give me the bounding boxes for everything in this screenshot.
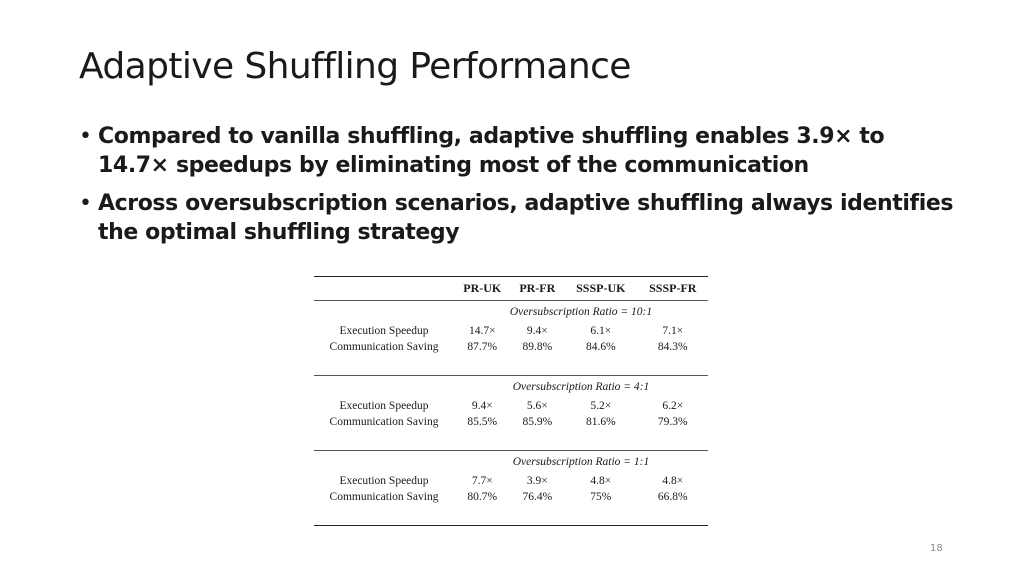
table-row	[314, 414, 708, 430]
column-header: SSSP-UK	[564, 277, 637, 301]
table-cell: 84.3%	[657, 341, 688, 353]
table-row	[314, 323, 708, 339]
table-group	[314, 376, 708, 451]
table-cell: 66.8%	[657, 491, 688, 503]
table-cell: 84.6%	[585, 341, 616, 353]
group-header: Oversubscription Ratio = 4:1	[512, 381, 650, 393]
table-cell: 9.4×	[471, 400, 493, 412]
results-table	[314, 276, 708, 526]
group-divider-cell	[314, 505, 708, 526]
bullet-list	[79, 122, 959, 256]
table-cell: 14.7×	[468, 325, 496, 337]
table-cell: 89.8%	[522, 341, 553, 353]
table-group	[314, 301, 708, 376]
group-header-row	[314, 451, 708, 474]
bullet-item	[79, 122, 959, 180]
bullet-marker: •	[79, 124, 92, 149]
table-cell: 7.7×	[471, 475, 493, 487]
group-divider-cell	[314, 355, 708, 376]
group-header-row	[314, 301, 708, 324]
table-cell: 75%	[590, 491, 612, 503]
row-label: Execution Speedup	[339, 475, 429, 487]
table-cell: 85.9%	[522, 416, 553, 428]
table-row	[314, 489, 708, 505]
row-label: Communication Saving	[329, 491, 439, 503]
table-cell: 80.7%	[467, 491, 498, 503]
group-header: Oversubscription Ratio = 10:1	[509, 306, 653, 318]
table-cell: 4.8×	[662, 475, 684, 487]
column-header: PR-FR	[511, 277, 565, 301]
table-cell: 87.7%	[467, 341, 498, 353]
group-divider	[314, 505, 708, 526]
table-cell: 5.2×	[590, 400, 612, 412]
column-header	[314, 277, 454, 301]
slide-title: Adaptive Shuffling Performance	[79, 46, 631, 87]
table-cell: 81.6%	[585, 416, 616, 428]
row-label: Communication Saving	[329, 416, 439, 428]
column-header: SSSP-FR	[638, 277, 708, 301]
group-divider	[314, 430, 708, 451]
row-label: Execution Speedup	[339, 400, 429, 412]
group-divider	[314, 355, 708, 376]
group-header: Oversubscription Ratio = 1:1	[512, 456, 650, 468]
table-cell: 9.4×	[526, 325, 548, 337]
table-cell: 3.9×	[526, 475, 548, 487]
table-header-row	[314, 277, 708, 301]
table-cell: 76.4%	[522, 491, 553, 503]
group-divider-cell	[314, 430, 708, 451]
table-cell: 4.8×	[590, 475, 612, 487]
table-cell: 6.1×	[590, 325, 612, 337]
table-cell: 85.5%	[467, 416, 498, 428]
bullet-marker: •	[79, 191, 92, 216]
column-header: PR-UK	[454, 277, 511, 301]
page-number: 18	[930, 543, 943, 554]
row-label: Execution Speedup	[339, 325, 429, 337]
row-label: Communication Saving	[329, 341, 439, 353]
table-row	[314, 473, 708, 489]
table-cell: 7.1×	[662, 325, 684, 337]
bullet-text: Compared to vanilla shuffling, adaptive shuffling enables 3.9× to 14.7× speedups by eliminating most of the communication	[98, 124, 885, 178]
bullet-text: Across oversubscription scenarios, adaptive shuffling always identifies the optimal shuffling strategy	[98, 191, 954, 245]
table-group	[314, 451, 708, 526]
table-cell: 79.3%	[657, 416, 688, 428]
table-row	[314, 398, 708, 414]
table-cell: 6.2×	[662, 400, 684, 412]
bullet-item	[79, 189, 959, 247]
table-row	[314, 339, 708, 355]
group-header-row	[314, 376, 708, 399]
table-cell: 5.6×	[526, 400, 548, 412]
